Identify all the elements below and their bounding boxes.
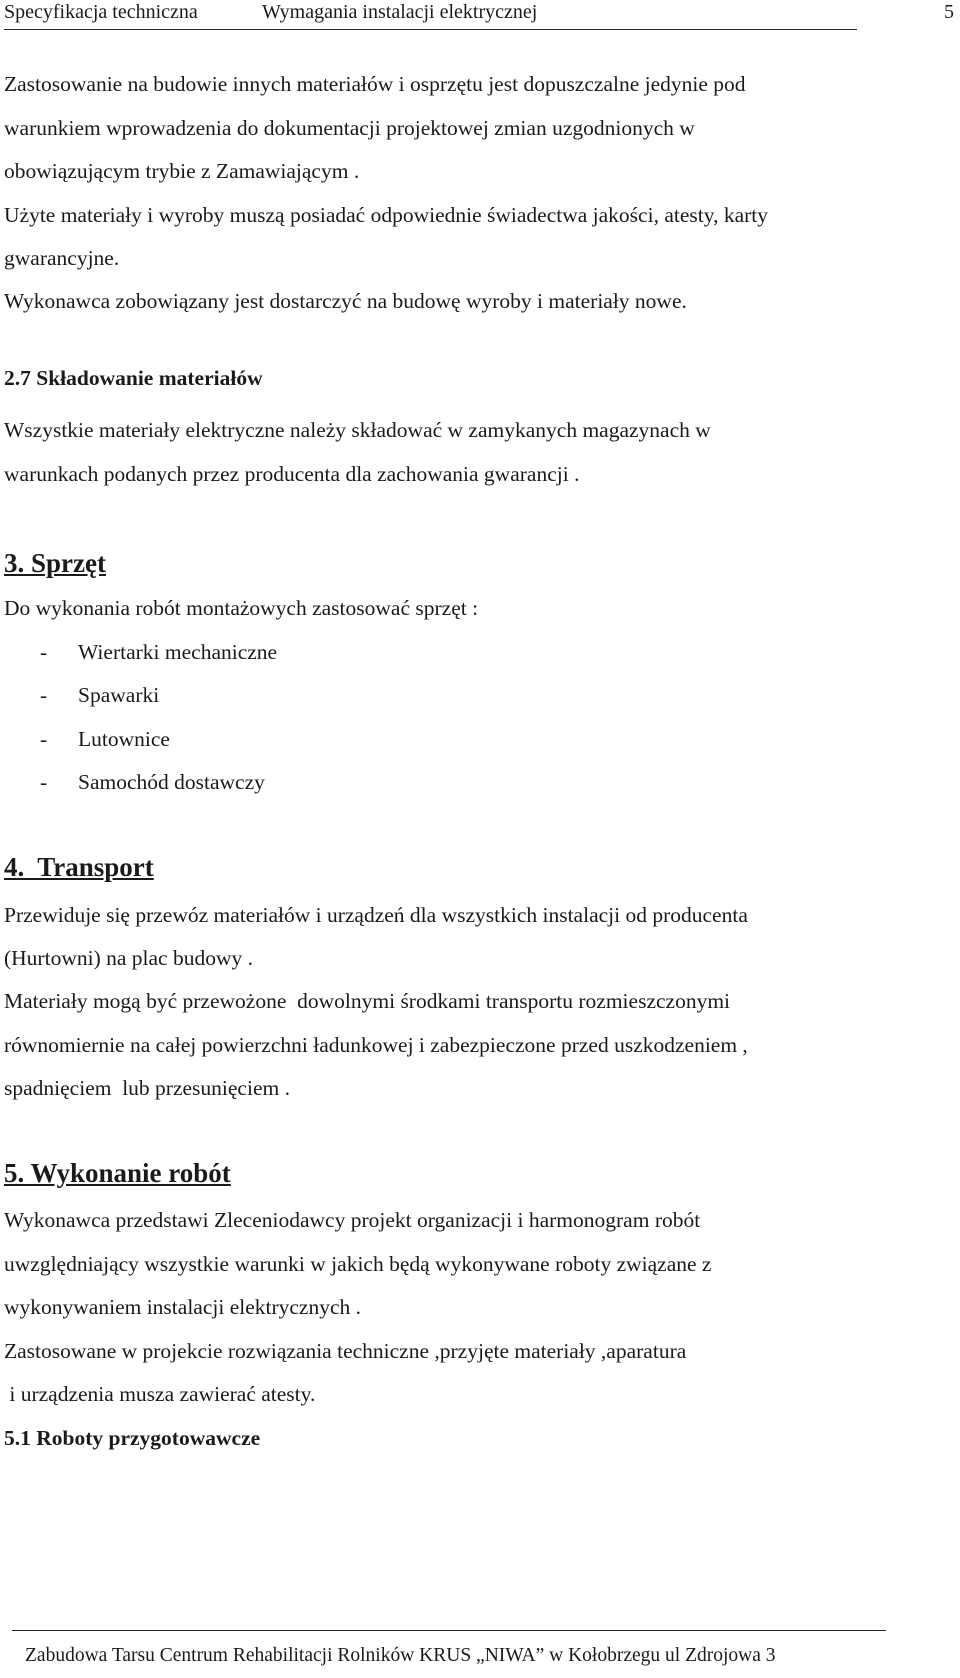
footer-text: Zabudowa Tarsu Centrum Rehabilitacji Rolników KRUS „NIWA” w Kołobrzegu ul Zdrojowa 3 [25,1645,776,1666]
list-item-text: Samochód dostawczy [78,770,265,794]
section-3-intro: Do wykonania robót montażowych zastosować sprzęt : [4,596,479,620]
section-5-line: Wykonawca przedstawi Zleceniodawcy projekt organizacji i harmonogram robót [4,1208,701,1232]
header-doc-type: Specyfikacja techniczna [4,1,198,23]
list-bullet: - [40,770,48,794]
intro-line: gwarancyjne. [4,246,120,270]
section-4-heading: 4. Transport [4,852,154,882]
section-4-line: Materiały mogą być przewożone dowolnymi środkami transportu rozmieszczonymi [4,989,731,1013]
section-3-heading: 3. Sprzęt [4,548,106,578]
list-item-text: Lutownice [78,727,170,751]
page-header [0,0,960,30]
intro-line: Zastosowanie na budowie innych materiałów i osprzętu jest dopuszczalne jedynie pod [4,72,746,96]
section-4-line: równomiernie na całej powierzchni ładunkowej i zabezpieczone przed uszkodzeniem , [4,1033,748,1057]
intro-line: obowiązującym trybie z Zamawiającym . [4,159,360,183]
list-bullet: - [40,727,48,751]
list-bullet: - [40,683,48,707]
header-rule [4,29,857,30]
section-4-line: (Hurtowni) na plac budowy . [4,946,253,970]
section-5-line: Zastosowane w projekcie rozwiązania techniczne ,przyjęte materiały ,aparatura [4,1339,687,1363]
list-item-text: Wiertarki mechaniczne [78,640,278,664]
section-5-1-heading: 5.1 Roboty przygotowawcze [4,1426,261,1450]
section-5-line: i urządzenia musza zawierać atesty. [4,1382,316,1406]
intro-line: warunkiem wprowadzenia do dokumentacji projektowej zmian uzgodnionych w [4,116,695,140]
section-2-7-heading: 2.7 Składowanie materiałów [4,366,263,390]
section-4-line: spadnięciem lub przesunięciem . [4,1076,290,1100]
section-4-line: Przewiduje się przewóz materiałów i urządzeń dla wszystkich instalacji od producenta [4,903,748,927]
intro-line: Wykonawca zobowiązany jest dostarczyć na budowę wyroby i materiały nowe. [4,289,687,313]
header-doc-subject: Wymagania instalacji elektrycznej [262,1,538,23]
list-item-text: Spawarki [78,683,160,707]
list-bullet: - [40,640,48,664]
section-5-heading: 5. Wykonanie robót [4,1158,231,1188]
section-5-line: uwzględniający wszystkie warunki w jakich będą wykonywane roboty związane z [4,1252,712,1276]
section-5-line: wykonywaniem instalacji elektrycznych . [4,1295,362,1319]
footer-rule [12,1630,886,1631]
page-number: 5 [944,1,954,23]
section-2-7-line: warunkach podanych przez producenta dla zachowania gwarancji . [4,462,580,486]
intro-line: Użyte materiały i wyroby muszą posiadać odpowiednie świadectwa jakości, atesty, karty [4,203,768,227]
section-2-7-line: Wszystkie materiały elektryczne należy składować w zamykanych magazynach w [4,418,711,442]
